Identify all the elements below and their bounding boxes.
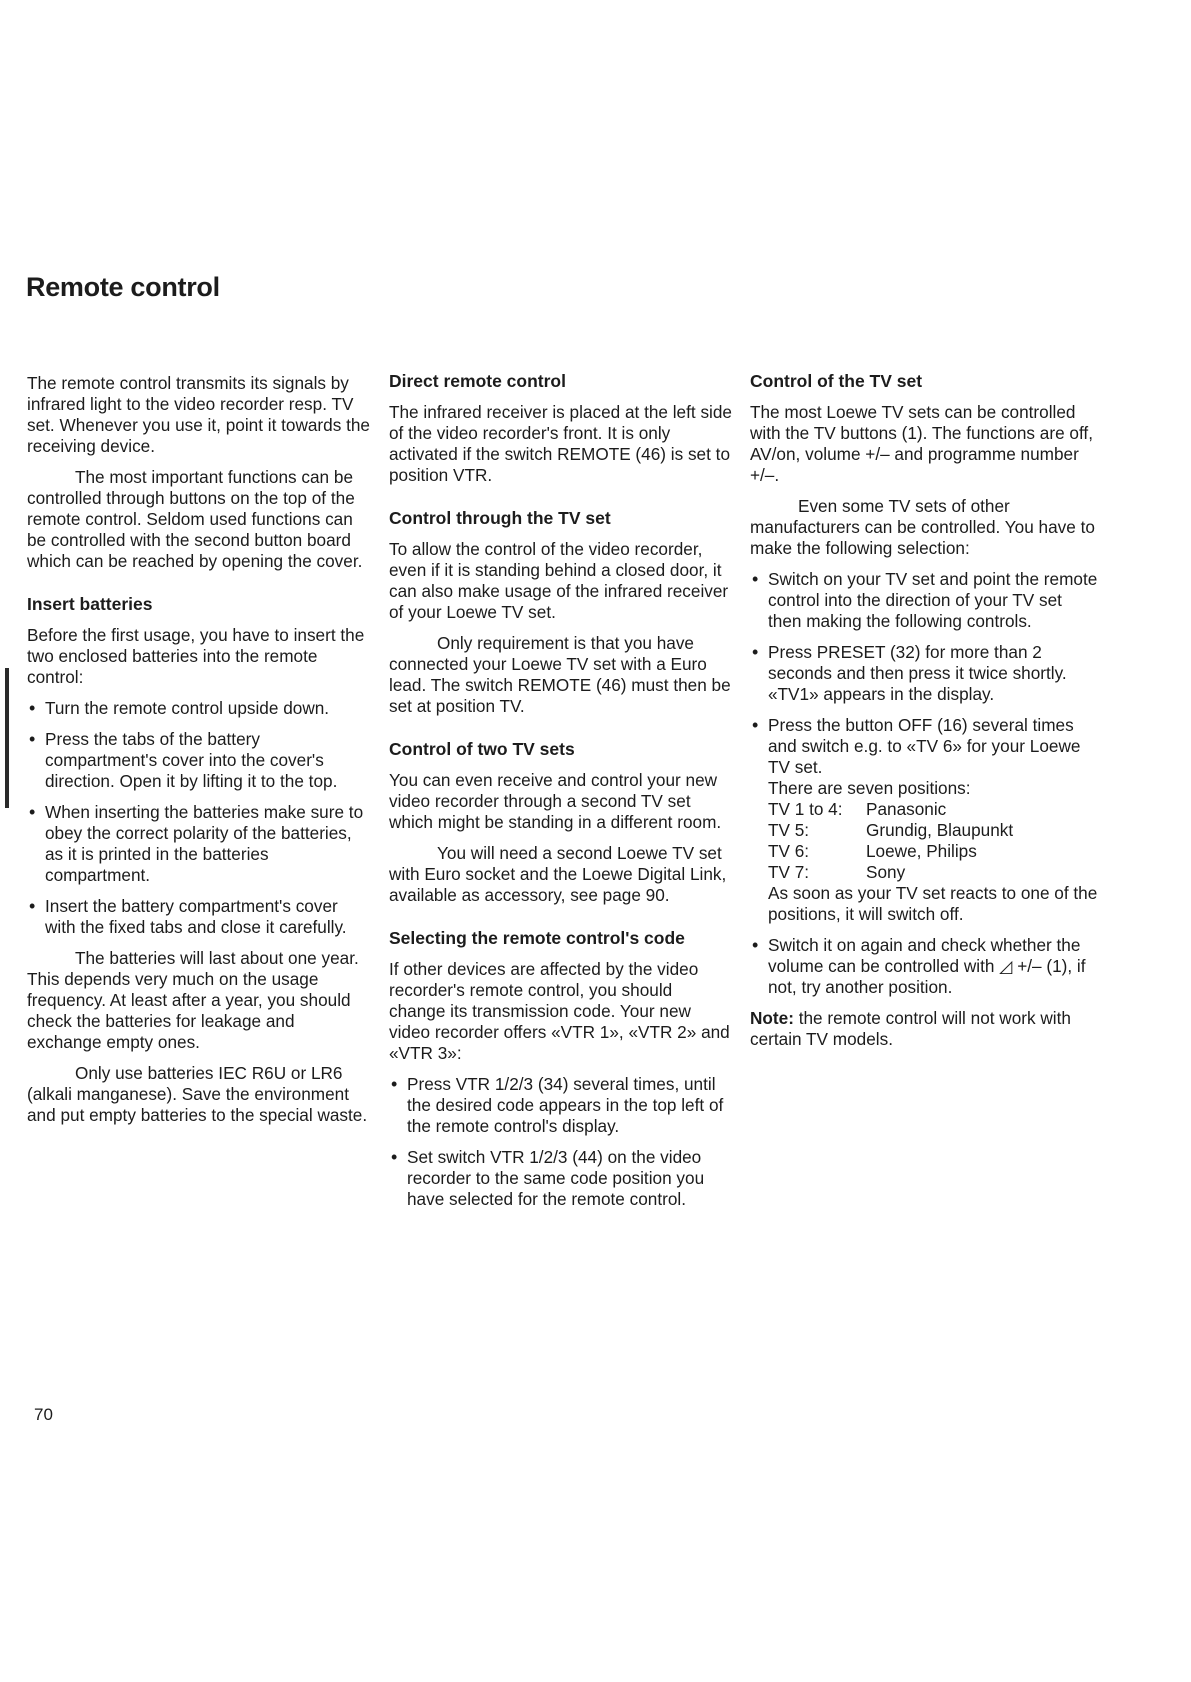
position-key: TV 1 to 4: bbox=[768, 799, 843, 819]
list-item: • Press VTR 1/2/3 (34) several times, until the desired code appears in the top left of the remote control's display. bbox=[389, 1074, 732, 1137]
direct-paragraph: The infrared receiver is placed at the left side of the video recorder's front. It is only activated if the switch REMOTE (46) is set to position VTR. bbox=[389, 402, 732, 485]
heading-control-tv-set: Control of the TV set bbox=[750, 371, 923, 391]
insert-intro-paragraph: Before the first usage, you have to insert the two enclosed batteries into the remote control: bbox=[27, 625, 365, 687]
through-tv-paragraph: To allow the control of the video recorder, even if it is standing behind a closed door, it can also make usage of the infrared receiver of your Loewe TV set. bbox=[389, 539, 729, 622]
position-key: TV 7: bbox=[768, 862, 810, 882]
tv-steps-list bbox=[750, 569, 1100, 998]
battery-steps-list bbox=[27, 698, 370, 938]
note-text: the remote control will not work with certain TV models. bbox=[750, 1008, 1071, 1049]
list-item: • When inserting the batteries make sure to obey the correct polarity of the batteries, as it is printed in the batteries compartment. bbox=[27, 802, 370, 886]
position-value: Loewe, Philips bbox=[866, 841, 977, 861]
page-title: Remote control bbox=[26, 272, 220, 302]
tv-buttons-paragraph: The most Loewe TV sets can be controlled with the TV buttons (1). The functions are off, AV/on, volume +/– and programme number +/–. bbox=[750, 402, 1093, 485]
list-item: • Switch it on again and check whether the volume can be controlled with ◿ +/– (1), if not, try another position. bbox=[750, 935, 1100, 998]
list-item-positions bbox=[750, 715, 1100, 925]
positions-outro: As soon as your TV set reacts to one of the positions, it will switch off. bbox=[768, 883, 1098, 924]
intro-paragraph: The remote control transmits its signals by infrared light to the video recorder resp. TV set. Whenever you use it, point it towards the receiving device. bbox=[27, 373, 370, 456]
two-tv-paragraph: You can even receive and control your new video recorder through a second TV set which might be standing in a different room. bbox=[389, 770, 722, 832]
note-paragraph bbox=[750, 1008, 1100, 1050]
off-button-text: • Press the button OFF (16) several times and switch e.g. to «TV 6» for your Loewe TV set. bbox=[768, 715, 1081, 777]
column-left bbox=[27, 373, 370, 1136]
list-item: • Press PRESET (32) for more than 2 seconds and then press it twice shortly. «TV1» appears in the display. bbox=[750, 642, 1100, 705]
list-item: • Insert the battery compartment's cover with the fixed tabs and close it carefully. bbox=[27, 896, 370, 938]
position-value: Grundig, Blaupunkt bbox=[866, 820, 1014, 840]
code-paragraph: If other devices are affected by the video recorder's remote control, you should change its transmission code. Your new video recorder offers «VTR 1», «VTR 2» and «VTR 3»: bbox=[389, 959, 730, 1063]
requirement-paragraph: Only requirement is that you have connected your Loewe TV set with a Euro lead. The switch REMOTE (46) must then be set at position TV. bbox=[389, 633, 731, 716]
code-steps-list bbox=[389, 1074, 732, 1210]
note-label: Note: bbox=[750, 1008, 794, 1028]
position-key: TV 5: bbox=[768, 820, 810, 840]
list-item: • Switch on your TV set and point the remote control into the direction of your TV set then making the following controls. bbox=[750, 569, 1100, 632]
other-manufacturers-paragraph: Even some TV sets of other manufacturers can be controlled. You have to make the following selection: bbox=[750, 496, 1095, 558]
battery-type-paragraph: Only use batteries IEC R6U or LR6 (alkali manganese). Save the environment and put empty batteries to the special waste. bbox=[27, 1063, 368, 1125]
positions-intro: There are seven positions: bbox=[768, 778, 971, 798]
positions-table bbox=[768, 799, 1100, 883]
column-middle bbox=[389, 373, 732, 1220]
page-number: 70 bbox=[34, 1405, 53, 1424]
list-item: • Turn the remote control upside down. bbox=[27, 698, 370, 719]
battery-life-paragraph: The batteries will last about one year. This depends very much on the usage frequency. At least after a year, you should check the batteries for leakage and exchange empty ones. bbox=[27, 948, 359, 1052]
list-item: • Press the tabs of the battery compartment's cover into the cover's direction. Open it by lifting it to the top. bbox=[27, 729, 370, 792]
list-item: • Set switch VTR 1/2/3 (44) on the video recorder to the same code position you have selected for the remote control. bbox=[389, 1147, 732, 1210]
position-value: Panasonic bbox=[866, 799, 947, 819]
functions-paragraph: The most important functions can be controlled through buttons on the top of the remote control. Seldom used functions can be controlled with the second button board which can be reached by opening the cover. bbox=[27, 467, 363, 571]
second-tv-paragraph: You will need a second Loewe TV set with Euro socket and the Loewe Digital Link, available as accessory, see page 90. bbox=[389, 843, 727, 905]
heading-direct-remote-control: Direct remote control bbox=[389, 371, 566, 391]
position-key: TV 6: bbox=[768, 841, 810, 861]
heading-two-tv-sets: Control of two TV sets bbox=[389, 739, 575, 759]
heading-selecting-code: Selecting the remote control's code bbox=[389, 928, 685, 948]
heading-control-through-tv: Control through the TV set bbox=[389, 508, 611, 528]
binding-edge-mark bbox=[5, 668, 9, 808]
column-right bbox=[750, 373, 1100, 1060]
heading-insert-batteries: Insert batteries bbox=[27, 594, 153, 614]
position-value: Sony bbox=[866, 862, 906, 882]
